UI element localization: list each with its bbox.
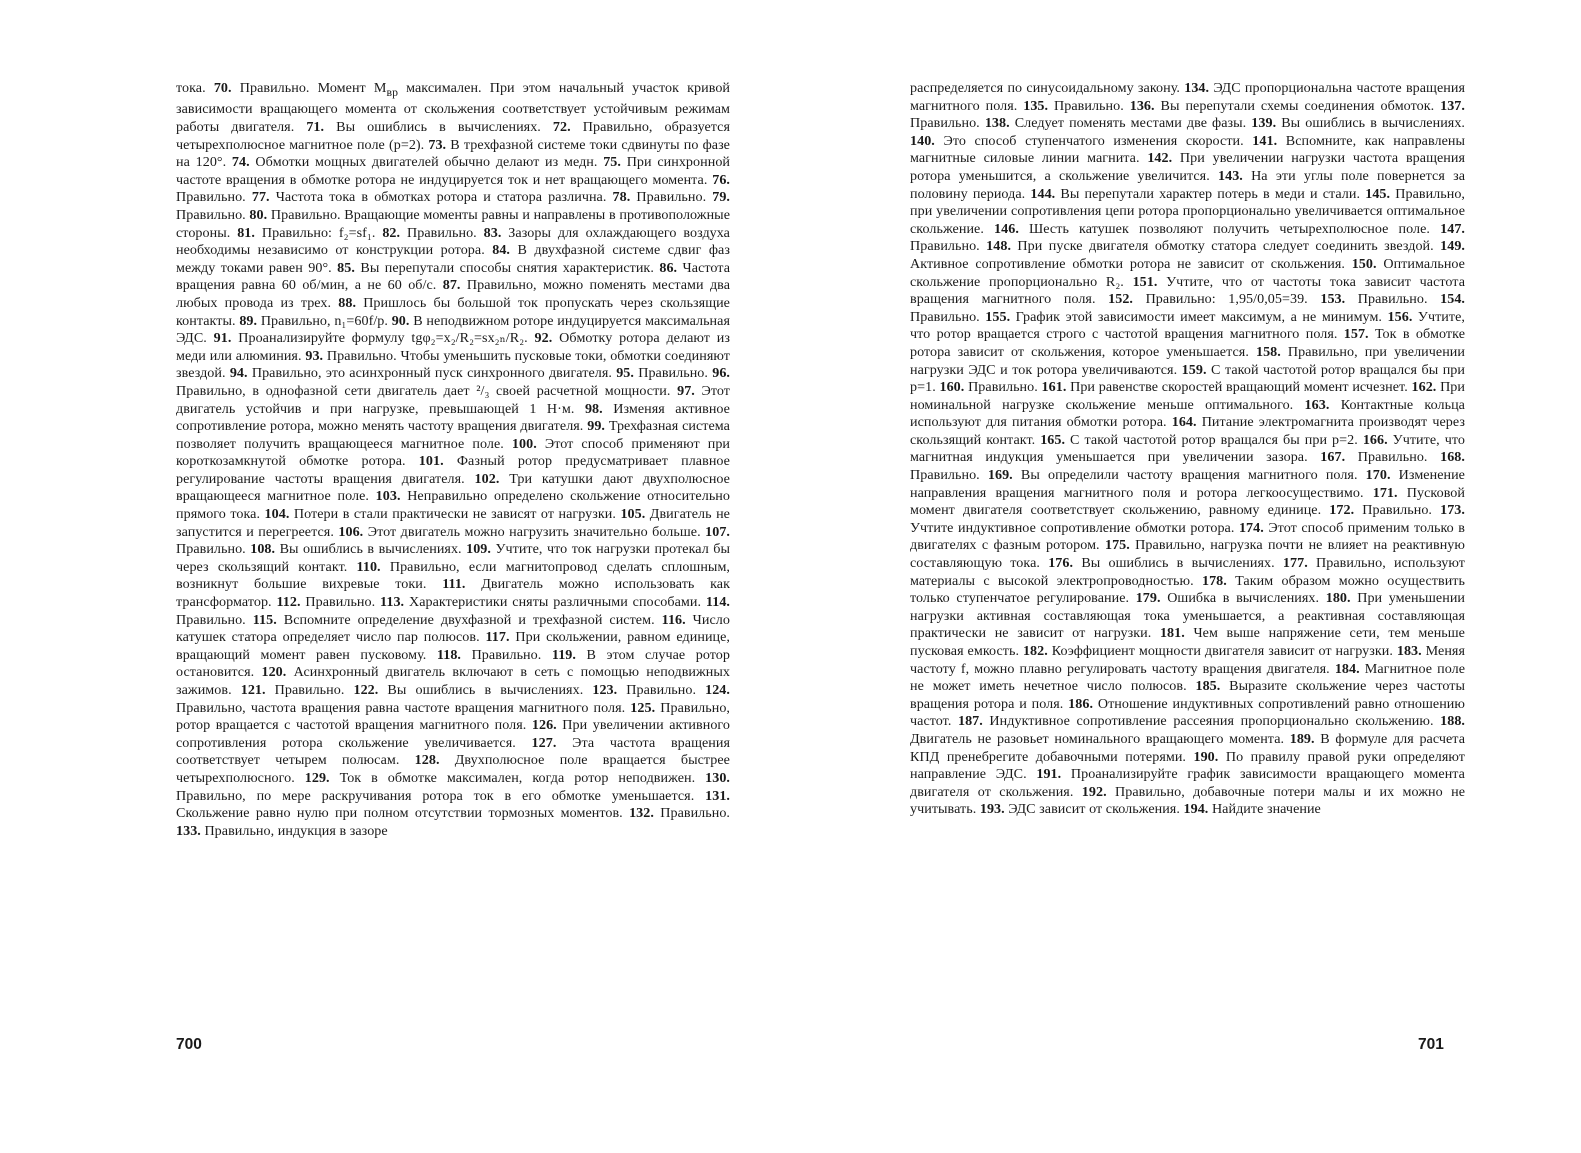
answer-text: Правильно, используют материалы с высокой электропроводностью. [910,555,1465,589]
answer-number: 130. [705,769,730,786]
answer-number: 187. [957,713,983,730]
answer-text: Вы перепутали схемы соединения обмоток. [1154,97,1441,114]
answer-text: Проанализируйте график зависимости вращающего момента двигателя от скольжения. [910,766,1465,800]
answer-number: 133. [176,822,201,839]
answer-text: Вы определили частоту вращения магнитного поля. [1012,467,1366,484]
answer-text: В этом случае ротор остановится. [176,646,730,681]
answer-number: 90. [391,312,410,329]
answer-text: Трехфазная система позволяет получить вращающееся магнитное поле. [176,418,730,452]
answer-text: Учтите, что ротор вращается строго с частотой вращения магнитного поля. [910,308,1465,343]
answer-number: 82. [382,224,401,241]
answer-number: 170. [1365,467,1391,484]
answer-text: Правильно, индукция в зазоре [200,822,388,839]
answer-number: 179. [1135,590,1161,607]
answer-text: Правильно. [1354,502,1441,519]
answer-text: В двухфазной системе сдвиг фаз между токами равен 90°. [176,242,730,276]
answer-text: Скольжение равно нулю при полном отсутствии тормозных моментов. [176,805,630,822]
answer-number: 134. [1184,80,1210,96]
answer-text: Индуктивное сопротивление рассеяния пропорционально скольжению. [982,713,1441,730]
answer-number: 79. [712,189,731,206]
answer-number: 135. [1023,97,1049,114]
answer-number: 84. [492,242,511,259]
answer-text: Правильно. [630,189,713,206]
answer-text: Правильно. [176,611,253,628]
answer-text: Правильно, при увеличении сопротивления цепи ротора пропорционально увеличивается оптимальное скольжение. [910,185,1466,237]
answer-text: Это способ ступенчатого изменения скорости. [934,132,1253,149]
answer-text: График этой зависимости имеет максимум, а не минимум. [1010,308,1388,325]
answer-text: Три катушки дают двухполюсное вращающееся магнитное поле. [176,470,730,505]
answer-text: Этот способ применяют при короткозамкнутой обмотке ротора. [176,435,731,470]
answer-text: Правильно. [910,467,988,484]
answer-text: Число катушек статора определяет число пар полюсов. [176,611,730,646]
answer-text: На эти углы поле повернется за половину периода. [910,167,1466,202]
answer-number: 98. [584,400,603,417]
answer-number: 175. [1104,537,1130,554]
answer-text: Правильно, это асинхронный пуск синхронного двигателя. [247,365,617,382]
answer-text: Вы ошиблись в вычислениях. [324,119,553,135]
answer-text: Оптимальное скольжение пропорционально R₂. [910,255,1465,290]
answer-number: 131. [705,787,730,804]
answer-number: 188. [1440,713,1465,730]
answer-text: Правильно. [1048,97,1130,114]
answer-text: В трехфазной системе токи сдвинуты по фазе на 120°. [176,136,730,171]
answer-number: 191. [1036,766,1062,783]
answer-number: 141. [1252,132,1278,149]
answer-text: Правильно. [910,308,986,325]
answer-text: Правильно: f₂=sf₁. [254,224,383,241]
answer-number: 114. [705,594,730,611]
answer-text: Вспомните определение двухфазной и трехфазной систем. [276,611,662,628]
answer-text: Правильно. [964,379,1042,396]
answer-number: 193. [979,801,1005,818]
answer-number: 137. [1440,97,1465,114]
answer-number: 112. [276,594,301,611]
answer-number: 180. [1325,590,1351,607]
answer-text: При скольжении, равном единице, вращающий момент равен пусковому. [176,629,731,663]
answer-number: 85. [337,259,355,276]
answer-text: Правильно. [910,238,987,255]
answer-text: Питание электромагнита производят через скользящий контакт. [910,414,1465,448]
answer-number: 129. [304,769,330,786]
answer-number: 81. [237,224,255,241]
answer-number: 113. [380,594,405,611]
answer-number: 169. [987,467,1013,484]
answer-number: 189. [1289,730,1315,747]
answer-text: Следует поменять местами две фазы. [1009,115,1252,132]
answer-text: Вы ошиблись в вычислениях. [378,682,593,698]
answer-text: Правильно, ротор вращается с частотой вращения магнитного поля. [176,699,730,734]
answer-number: 91. [213,330,232,347]
answer-text: Найдите значение [1208,801,1321,818]
answer-number: 78. [612,189,631,206]
answer-number: 87. [442,277,461,294]
answer-text: Правильно, добавочные потери малы и их можно не учитывать. [910,783,1465,818]
answer-text: Правильно, при увеличении нагрузки ЭДС и ток ротора увеличиваются. [910,343,1465,378]
answer-text: максимален. При этом начальный участок кривой зависимости вращающего момента от скольжения соответствует устойчивым режимам работы двигателя. [176,80,731,135]
answer-text: Вы ошиблись в вычислениях. [1276,115,1465,132]
answer-number: 160. [939,379,965,396]
answer-number: 166. [1362,431,1388,448]
answer-text: Контактные кольца используют для питания обмотки ротора. [910,396,1465,431]
answer-text: При синхронной частоте вращения в обмотке ротора не индуцируется ток и нет вращающего момента. [176,154,731,188]
answer-number: 144. [1030,185,1056,202]
answer-text: Частота вращения равна 60 об/мин, а не 60 об/с. [176,259,730,294]
answer-text: Двухполюсное поле вращается быстрее четырехполюсного. [176,752,730,786]
answer-number: 125. [630,699,656,716]
answer-number: 173. [1440,502,1465,519]
answer-number: 152. [1108,291,1133,308]
answer-text: Меняя частоту f, можно плавно регулировать частоту вращения двигателя. [910,643,1465,677]
answer-number: 97. [677,382,695,399]
answer-text: Ток в обмотке ротора зависит от скольжения, которое уменьшается. [910,326,1465,360]
answer-number: 72. [552,119,571,135]
answer-number: 83. [483,224,502,241]
answer-number: 102. [474,470,500,487]
answer-text: Пришлось бы большой ток пропускать через скользящие контакты. [176,294,730,329]
answer-text: Эта частота вращения соответствует четырем полюсам. [176,734,730,769]
page-number-left: 700 [176,1036,202,1053]
answer-number: 162. [1411,379,1437,396]
answer-number: 104. [264,506,290,523]
answer-number: 149. [1440,238,1465,255]
answer-text: Проанализируйте формулу tgφ₂=x₂/R₂=sx₂ₙ/R₂. [231,330,535,347]
answer-number: 80. [249,206,268,223]
answer-number: 76. [712,171,730,188]
answer-number: 182. [1022,643,1048,659]
answer-number: 110. [356,558,381,575]
answer-text: Вы перепутали характер потерь в меди и стали. [1055,185,1366,202]
answer-number: 153. [1320,291,1346,308]
answer-text: Изменяя активное сопротивление ротора, можно менять частоту вращения двигателя. [176,400,730,435]
answer-text: Этот двигатель можно нагрузить значительно больше. [363,523,706,540]
answer-number: 122. [353,682,379,698]
answer-text: При равенстве скоростей вращающий момент исчезнет. [1066,379,1412,396]
answer-number: 172. [1329,502,1355,519]
answer-text: Фазный ротор предусматривает плавное регулирование частоты вращения двигателя. [176,453,730,487]
answer-number: 93. [305,347,324,364]
answer-number: 118. [436,646,462,663]
answer-text: Правильно. [176,189,252,206]
answer-number: 185. [1195,678,1221,695]
answer-text: Таким образом можно осуществить только ступенчатое регулирование. [910,572,1465,607]
answer-number: 136. [1129,97,1155,114]
answer-text: Частота тока в обмотках ротора и статора различна. [269,189,613,206]
answers-text-left [176,80,730,840]
answer-number: 148. [986,238,1012,255]
answer-number: 178. [1201,572,1227,589]
answer-number: 101. [418,453,444,470]
answer-number: 171. [1372,484,1398,501]
answer-text: Шесть катушек позволяют получить четырехполюсное поле. [1018,220,1441,237]
answer-text: Правильно. Чтобы уменьшить пусковые токи, обмотки соединяют звездой. [176,347,730,382]
answer-number: 163. [1304,396,1330,413]
answer-number: 151. [1132,273,1158,290]
answer-number: 159. [1181,361,1207,378]
answer-number: 145. [1365,185,1391,202]
answer-text: Потери в стали практически не зависят от нагрузки. [289,506,621,523]
answer-text: Правильно, в однофазной сети двигатель дает ²/₃ своей расчетной мощности. [176,382,678,399]
answer-number: 116. [661,611,686,628]
answer-text: Правильно. [176,206,250,223]
answer-text: Двигатель можно использовать как трансформатор. [176,576,730,611]
answer-text: Учтите индуктивное сопротивление обмотки ротора. [910,519,1239,536]
answer-text: распределяется по синусоидальному закону. [910,80,1185,96]
answer-number: 124. [705,682,730,698]
answer-text: Правильно. [1345,449,1441,466]
answer-text: Правильно. [176,541,251,558]
answer-number: 143. [1218,167,1243,184]
answer-text: Активное сопротивление обмотки ротора не зависит от скольжения. [910,255,1352,272]
answer-number: 139. [1251,115,1277,132]
answer-text: Вы ошиблись в вычислениях. [275,541,467,558]
answer-number: 100. [511,435,537,452]
answer-text: Правильно, можно поменять местами два любых провода из трех. [176,277,730,311]
answer-text: Пусковой момент двигателя соответствует скольжению, равному единице. [910,484,1465,519]
answer-text: Учтите, что от частоты тока зависит частота вращения магнитного поля. [910,273,1465,308]
answer-number: 88. [338,294,357,311]
answer-number: 192. [1081,783,1107,800]
answer-text: При увеличении нагрузки частота вращения ротора уменьшится, а скольжение увеличится. [910,150,1465,184]
answer-text: По правилу правой руки определяют направление ЭДС. [910,748,1465,783]
answer-text: Ошибка в вычислениях. [1160,590,1326,607]
answer-number: 121. [240,682,266,698]
answer-number: 177. [1282,555,1308,572]
answer-number: 155. [985,308,1011,325]
answer-number: 167. [1320,449,1346,466]
answer-number: 132. [629,805,654,822]
answer-text: В формуле для расчета КПД пренебрегите добавочными потерями. [910,730,1465,765]
answer-number: 103. [375,488,401,505]
answer-text: Правильно, по мере раскручивания ротора ток в его обмотке уменьшается. [176,787,706,804]
answer-text: Правильно. Вращающие моменты равны и направлены в противоположные стороны. [176,206,730,241]
answer-text: Изменение направления вращения магнитного поля и ротора легкоосуществимо. [910,467,1465,501]
answer-text: Асинхронный двигатель включают в сеть с помощью неподвижных зажимов. [176,664,730,698]
answer-text: Магнитное поле не может иметь нечетное число полюсов. [910,660,1465,695]
answer-number: 99. [587,418,605,435]
answer-number: 119. [551,646,576,663]
answers-paragraph-right [910,80,1465,819]
answers-paragraph-left [176,80,730,840]
answer-number: 157. [1343,326,1369,343]
answer-number: 164. [1171,414,1197,431]
answer-text: Ток в обмотке максимален, когда ротор неподвижен. [329,769,706,786]
answer-number: 176. [1048,555,1074,572]
answer-text: Вспомните, как направлены магнитные силовые линии магнита. [910,132,1465,167]
answer-text: Правильно, образуется четырехполюсное магнитное поле (p=2). [176,119,731,153]
answer-text: тока. [176,80,214,96]
answers-text-right [910,80,1465,819]
answer-number: 190. [1193,748,1219,765]
answer-number: 146. [994,220,1019,237]
answer-text: При номинальной нагрузке скольжение меньше оптимального. [910,379,1465,413]
answer-text: При уменьшении нагрузки активная составляющая тока уменьшается, а реактивная составляющая практически не зависит от нагрузки. [910,590,1466,642]
answer-text: Характеристики сняты различными способами. [404,594,706,611]
answer-number: 109. [466,541,491,558]
answer-text: Правильно, частота вращения равна частоте вращения магнитного поля. [176,699,631,716]
answer-text: Коэффициент мощности двигателя зависит от нагрузки. [1047,643,1397,659]
answer-number: 186. [1068,695,1094,712]
answer-number: 96. [712,365,730,382]
answer-text: При увеличении активного сопротивления ротора скольжение увеличивается. [176,717,730,751]
answer-number: 194. [1183,801,1209,818]
answer-number: 111. [442,576,466,593]
answer-text: Неправильно определено скольжение относительно прямого тока. [176,488,730,523]
answer-number: 181. [1159,625,1185,642]
answer-text: Вы перепутали способы снятия характеристик. [354,259,660,276]
answer-text: Правильно, нагрузка почти не влияет на реактивную составляющую тока. [910,537,1465,572]
answer-number: 94. [229,365,248,382]
answer-number: 115. [252,611,277,628]
answer-text: Выразите скольжение через частоты вращения ротора и поля. [910,678,1466,712]
answer-number: 140. [910,132,935,149]
answer-number: 73. [428,136,447,153]
answer-text: Правильно: 1,95/0,05=39. [1133,291,1321,308]
answer-number: 117. [485,629,510,646]
answer-number: 120. [261,664,287,681]
answer-text: Двигатель не разовьет номинального вращающего момента. [910,730,1290,747]
answer-text: С такой частотой ротор вращался бы при p=2. [1065,431,1363,448]
answer-text: Правильно. [461,646,552,663]
answer-text: Правильно. [653,805,731,822]
answer-text: Правильно. [633,365,713,382]
page-number-right: 701 [1418,1036,1444,1053]
answer-number: 156. [1387,308,1413,325]
answer-number: 154. [1440,291,1465,308]
answer-number: 165. [1040,431,1066,448]
answer-number: 142. [1147,150,1173,167]
answer-number: 168. [1440,449,1465,466]
answer-text: Вы ошиблись в вычислениях. [1073,555,1283,572]
answer-number: 174. [1238,519,1264,536]
answer-text: Правильно. Момент M [231,80,387,96]
answer-text: Правильно. [400,224,484,241]
answer-text: Правильно. [300,594,381,611]
answer-number: 89. [239,312,258,329]
answer-number: 128. [414,752,440,769]
answer-text: Этот способ применим только в двигателях с фазным ротором. [910,519,1465,554]
answer-number: 138. [984,115,1010,132]
answer-number: 123. [592,682,618,698]
answer-number: 71. [306,119,325,135]
answer-text: С такой частотой ротор вращался бы при p=1. [910,361,1465,396]
answer-text: Этот двигатель устойчив и при нагрузке, превышающей 1 Н·м. [176,382,731,417]
answer-number: 183. [1396,643,1422,659]
answer-text: Зазоры для охлаждающего воздуха необходимы независимо от конструкции ротора. [176,224,730,259]
answer-text: Обмотку ротора делают из меди или алюминия. [176,330,730,364]
answer-number: 150. [1351,255,1377,272]
answer-number: 107. [705,523,730,540]
answer-text: Правильно. [617,682,706,698]
answer-text: Двигатель не запустится и перегреется. [176,506,730,540]
answer-number: 106. [338,523,364,540]
answer-text: ЭДС зависит от скольжения. [1004,801,1184,818]
answer-number: 127. [531,734,557,751]
answer-number: 161. [1041,379,1067,396]
answer-text: Учтите, что ток нагрузки протекал бы через скользящий контакт. [176,541,731,575]
answer-text: Правильно. [1345,291,1441,308]
answer-text: Обмотки мощных двигателей обычно делают из медн. [249,154,604,171]
answer-number: 77. [251,189,270,206]
answer-text: Правильно, n₁=60f/p. [257,312,392,329]
answer-number: 158. [1255,343,1281,360]
answer-text: Чем выше напряжение сети, тем меньше пусковая емкость. [910,625,1465,659]
answer-number: 74. [231,154,250,171]
answer-text: При пуске двигателя обмотку статора следует соединить звездой. [1011,238,1441,255]
answer-text: Правильно, если магнитопровод сделать сплошным, возникнут большие вихревые токи. [176,558,730,593]
answer-text: В неподвижном роторе индуцируется максимальная ЭДС. [176,312,730,347]
answer-text: ЭДС пропорциональна частоте вращения магнитного поля. [910,80,1465,114]
answer-number: 86. [659,259,678,276]
answer-number: 126. [531,717,557,734]
answer-number: 184. [1334,660,1360,677]
answer-number: 147. [1440,220,1465,237]
answer-number: 75. [603,154,621,171]
answer-number: 108. [250,541,276,558]
answer-number: 92. [534,330,553,347]
answer-text: Правильно. [910,115,985,132]
answer-text: Учтите, что магнитная индукция уменьшается при увеличении зазора. [910,431,1465,466]
answer-text: Правильно. [265,682,354,698]
answer-text: Отношение индуктивных сопротивлений равно отношению частот. [910,695,1465,730]
subscript-text: вр [386,85,398,99]
answer-number: 95. [616,365,634,382]
answer-number: 105. [620,506,646,523]
answer-number: 70. [213,80,232,96]
